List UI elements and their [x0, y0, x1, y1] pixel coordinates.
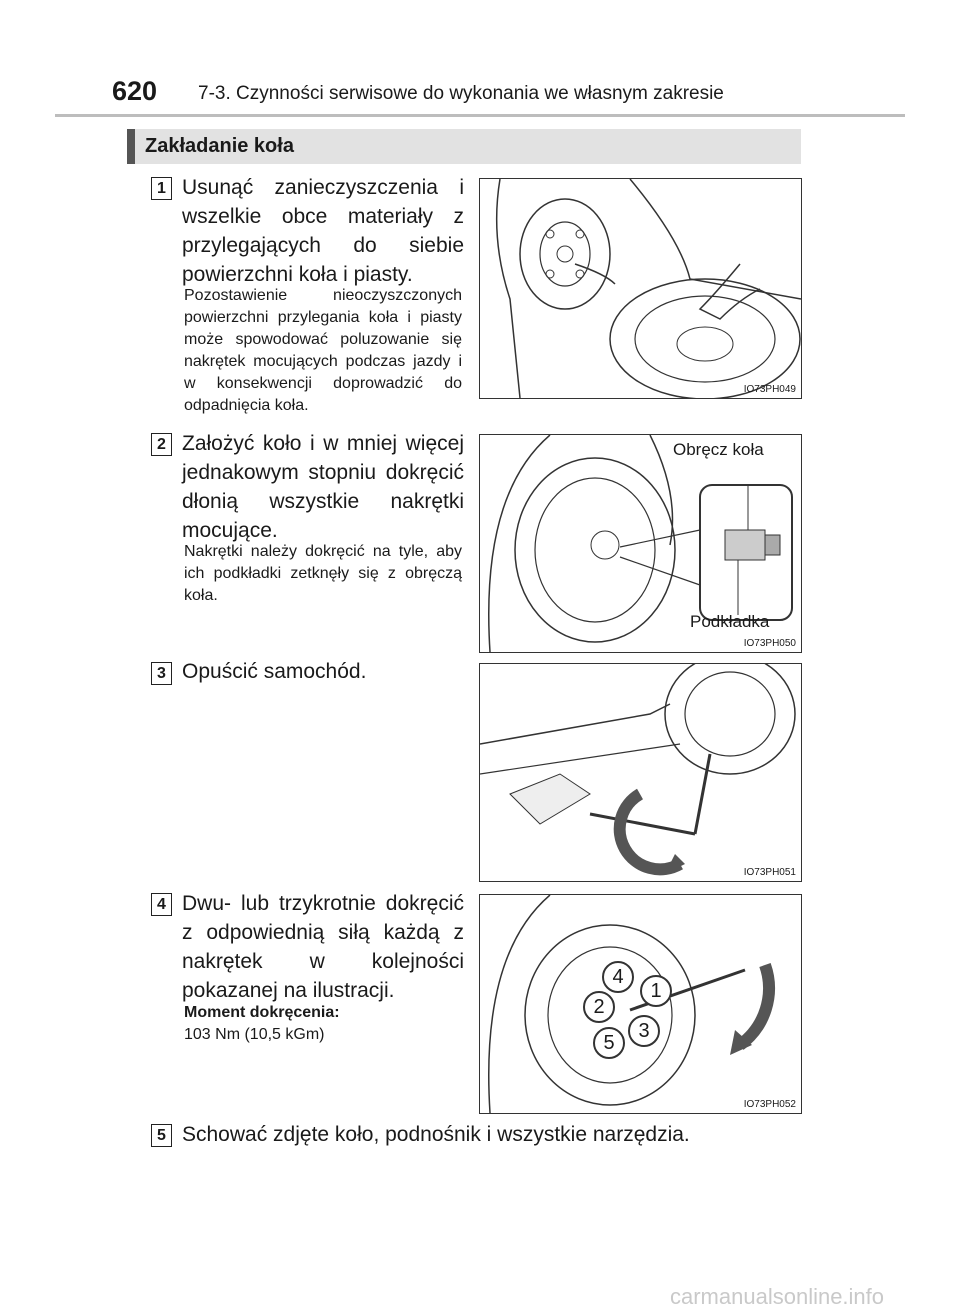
figure-code: IO73PH052 [743, 1099, 796, 1110]
figure-tighten-sequence [479, 894, 802, 1114]
section-bar [127, 129, 135, 164]
step-text: Założyć koło i w mniej więcej jednakowym stopniu dokręcić dłonią wszystkie nakrętki mocujące. [182, 432, 464, 542]
step-number: 4 [151, 893, 172, 916]
sequence-badge: 2 [583, 991, 615, 1023]
step-text: Schować zdjęte koło, podnośnik i wszystkie narzędzia. [182, 1123, 690, 1146]
sequence-badge: 4 [602, 961, 634, 993]
figure-clean-hub [479, 178, 802, 399]
step-number: 3 [151, 662, 172, 685]
figure-hand-tighten [479, 434, 802, 653]
figure-code: IO73PH050 [743, 638, 796, 649]
clean-hub-illustration [480, 179, 801, 398]
chapter-title: 7-3. Czynności serwisowe do wykonania we własnym zakresie [198, 83, 724, 104]
sequence-badge: 3 [628, 1015, 660, 1047]
watermark: carmanualsonline.info [670, 1284, 885, 1309]
step-note: Nakrętki należy dokręcić na tyle, aby ich podkładki zetknęły się z obręczą koła. [184, 543, 462, 604]
section-header [127, 129, 801, 164]
step-text: Opuścić samochód. [182, 660, 367, 683]
step-note: Pozostawienie nieoczyszczonych powierzchni przylegania koła i piasty może spowodować poluzowanie się nakrętek mocujących podczas jazdy i w konsekwencji doprowadzić do odpadnięcia koła. [184, 287, 462, 414]
step-number: 1 [151, 177, 172, 200]
figure-lower-vehicle [479, 663, 802, 882]
step-text: Usunąć zanieczyszczenia i wszelkie obce materiały z przylegających do siebie powierzchni koła i piasty. [182, 176, 464, 286]
step-text: Dwu- lub trzykrotnie dokręcić z odpowiednią siłą każdą z nakrętek w kolejności pokazanej na ilustracji. [182, 892, 464, 1002]
callout-washer: Podkładka [690, 612, 770, 631]
figure-code: IO73PH051 [743, 867, 796, 878]
step-number: 5 [151, 1124, 172, 1147]
figure-code: IO73PH049 [743, 384, 796, 395]
lower-vehicle-illustration [480, 664, 801, 881]
section-title: Zakładanie koła [145, 135, 294, 157]
callout-rim: Obręcz koła [673, 440, 764, 459]
torque-value: 103 Nm (10,5 kGm) [184, 1026, 325, 1043]
header-rule [55, 114, 905, 117]
step-number: 2 [151, 433, 172, 456]
page-number: 620 [112, 76, 158, 106]
sequence-badge: 1 [640, 975, 672, 1007]
tighten-sequence-illustration [480, 895, 801, 1113]
torque-label: Moment dokręcenia: [184, 1004, 340, 1021]
sequence-badge: 5 [593, 1027, 625, 1059]
